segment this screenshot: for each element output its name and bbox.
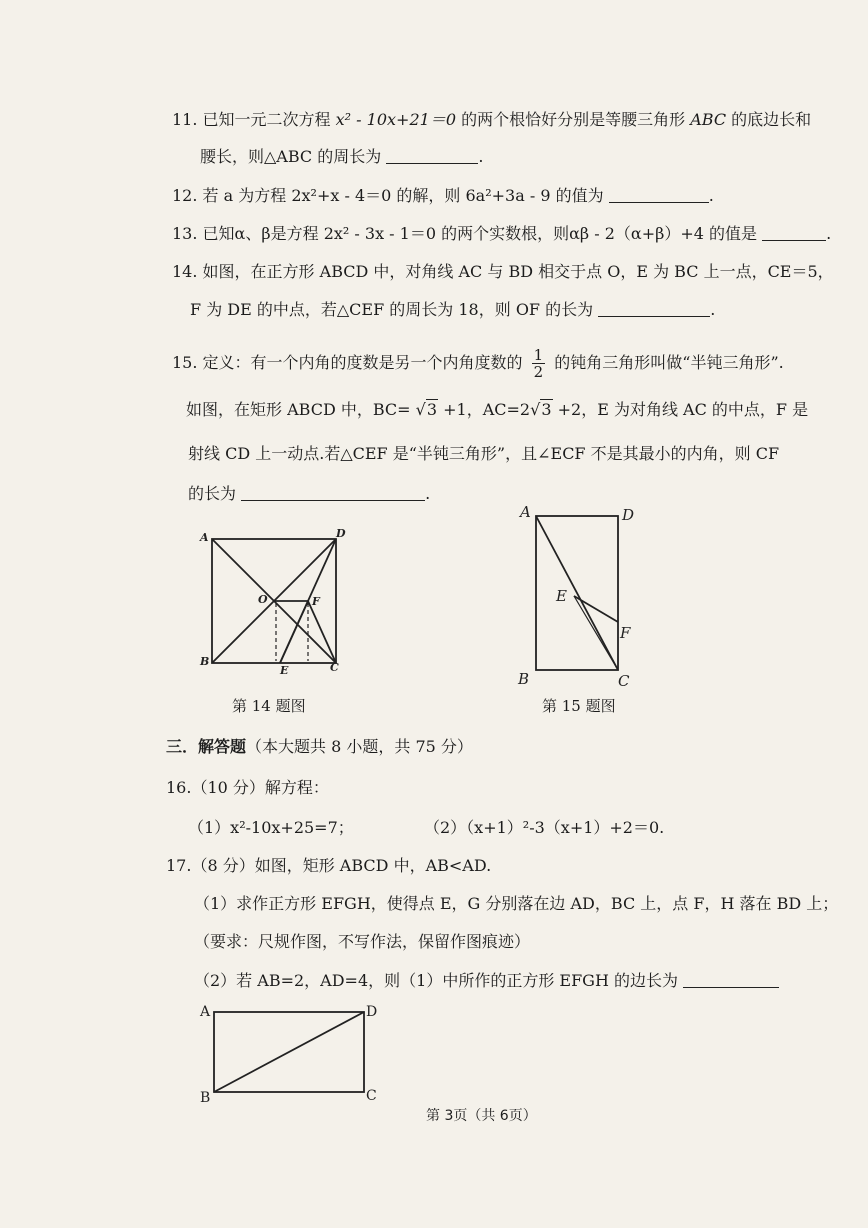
fig14-label-a: A	[200, 531, 209, 544]
q13-end: .	[826, 224, 832, 243]
q16-part1	[188, 818, 354, 838]
q14-end: .	[710, 300, 716, 319]
q15-text-line2c: +2，E 为对角线 AC 的中点，F 是	[557, 400, 809, 419]
q17-requirement	[194, 932, 530, 952]
q11-triangle-name: ABC	[690, 110, 727, 129]
fig14-label-f: F	[312, 595, 320, 608]
q15-line3	[188, 444, 779, 464]
q11-text-c: 的底边长和	[731, 110, 812, 129]
q12-line	[172, 186, 714, 206]
page-number: 第 3页（共 6页）	[426, 1108, 537, 1124]
q15-text-line1b: 的钝角三角形叫做“半钝三角形”.	[554, 353, 784, 372]
fig14-segment-fc	[308, 601, 336, 663]
q15-fraction-numerator: 1	[533, 346, 544, 364]
figure-14	[196, 525, 356, 675]
q17-part2-text: （2）若 AB=2，AD=4，则（1）中所作的正方形 EFGH 的边长为	[194, 971, 679, 990]
fig15-label-f: F	[620, 624, 631, 642]
fig15-label-c: C	[618, 672, 630, 690]
q11-line1	[172, 110, 811, 130]
fig17-label-b: B	[200, 1090, 211, 1106]
fig15-label-b: B	[518, 670, 530, 688]
q11-text-a: 已知一元二次方程	[202, 110, 331, 129]
q17-requirement-text: （要求：尺规作图，不写作法，保留作图痕迹）	[194, 932, 531, 951]
q11-answer-blank[interactable]	[386, 147, 478, 164]
q12-end: .	[708, 186, 714, 205]
fig14-label-e: E	[280, 664, 289, 675]
q16-part1-text: （1）x²-10x+25=7；	[188, 818, 354, 837]
q15-text-line2b: +1，AC=2	[443, 400, 531, 419]
q11-text-b: 的两个根恰好分别是等腰三角形	[461, 110, 686, 129]
fig14-label-d: D	[336, 527, 346, 540]
q15-text-line1a: 定义：有一个内角的度数是另一个内角度数的	[202, 353, 523, 372]
fig15-segment-ef	[574, 596, 618, 622]
q14-text-line2: F 为 DE 的中点，若△CEF 的周长为 18，则 OF 的长为	[190, 300, 594, 319]
section3-title: 三．解答题	[166, 737, 247, 756]
q12-number: 12.	[172, 186, 198, 205]
fig14-label-o: O	[258, 593, 268, 606]
page-footer	[426, 1106, 537, 1126]
q15-text-line4: 的长为	[188, 484, 237, 503]
q15-answer-blank[interactable]	[241, 484, 425, 501]
q15-line2	[186, 400, 808, 420]
q14-answer-blank[interactable]	[598, 300, 710, 317]
q13-answer-blank[interactable]	[762, 224, 826, 241]
q15-line4	[188, 484, 430, 504]
fig14-caption: 第 14 题图	[232, 697, 306, 715]
fig15-segment-ec	[574, 596, 618, 670]
q14-line1	[172, 262, 834, 282]
q14-line2	[190, 300, 715, 320]
q15-fraction-denominator: 2	[533, 363, 544, 381]
q16-heading	[166, 778, 329, 798]
q15-text-line3: 射线 CD 上一动点.若△CEF 是“半钝三角形”，且∠ECF 不是其最小的内角，则 CF	[188, 444, 780, 463]
fig15-label-d: D	[622, 506, 635, 524]
fig14-label-b: B	[200, 655, 210, 668]
q13-number: 13.	[172, 224, 198, 243]
fig15-diagonal-ac	[536, 516, 618, 670]
q15-end: .	[425, 484, 431, 503]
q16-text: 16.（10 分）解方程：	[166, 778, 329, 797]
q15-sqrt1: 3	[426, 400, 438, 419]
q17-answer-blank[interactable]	[683, 971, 779, 988]
q16-part2-text: （2）（x+1）²-3（x+1）+2＝0.	[424, 818, 665, 837]
q11-text-line2: 腰长，则△ABC 的周长为	[200, 147, 382, 166]
fig17-diagonal-bd	[214, 1012, 364, 1092]
fig14-label-c: C	[330, 661, 339, 674]
q17-part2	[194, 971, 779, 991]
sqrt-sign-icon: √	[415, 400, 426, 419]
q15-number: 15.	[172, 353, 198, 372]
q15-line1	[172, 345, 784, 381]
fig17-label-d: D	[366, 1004, 378, 1020]
q17-heading	[166, 856, 491, 876]
q11-number: 11.	[172, 110, 198, 129]
fig15-label-a: A	[520, 503, 531, 521]
sqrt-sign-icon: √	[530, 400, 541, 419]
q11-equation: x² - 10x+21＝0	[335, 110, 457, 129]
q15-sqrt2: 3	[541, 400, 552, 419]
q17-part1-text: （1）求作正方形 EFGH，使得点 E，G 分别落在边 AD，BC 上，点 F，H 落在 BD 上；	[194, 894, 839, 913]
q13-line	[172, 224, 831, 244]
section3-note: （本大题共 8 小题，共 75 分）	[246, 737, 473, 756]
q15-text-line2a: 如图，在矩形 ABCD 中，BC=	[186, 400, 411, 419]
q14-text-line1: 如图，在正方形 ABCD 中，对角线 AC 与 BD 相交于点 O，E 为 BC 上一点，CE＝5，	[202, 262, 834, 281]
fig15-label-e: E	[556, 587, 567, 605]
q15-fraction	[532, 347, 546, 380]
section3-heading	[166, 737, 473, 757]
fig17-label-c: C	[366, 1088, 377, 1104]
q11-end: .	[478, 147, 484, 166]
q14-number: 14.	[172, 262, 198, 281]
fig17-label-a: A	[200, 1004, 211, 1020]
figure-15	[510, 500, 640, 692]
q16-part2	[424, 818, 664, 838]
q13-text: 已知α、β是方程 2x² - 3x - 1＝0 的两个实数根，则αβ - 2（α+β）+4 的值是	[202, 224, 758, 243]
q17-part1	[194, 894, 838, 914]
fig15-caption: 第 15 题图	[542, 697, 616, 715]
q11-line2	[200, 147, 483, 167]
q12-answer-blank[interactable]	[609, 186, 709, 203]
figure-17	[196, 1000, 388, 1106]
q17-text: 17.（8 分）如图，矩形 ABCD 中，AB<AD.	[166, 856, 492, 875]
q12-text: 若 a 为方程 2x²+x - 4＝0 的解，则 6a²+3a - 9 的值为	[202, 186, 604, 205]
